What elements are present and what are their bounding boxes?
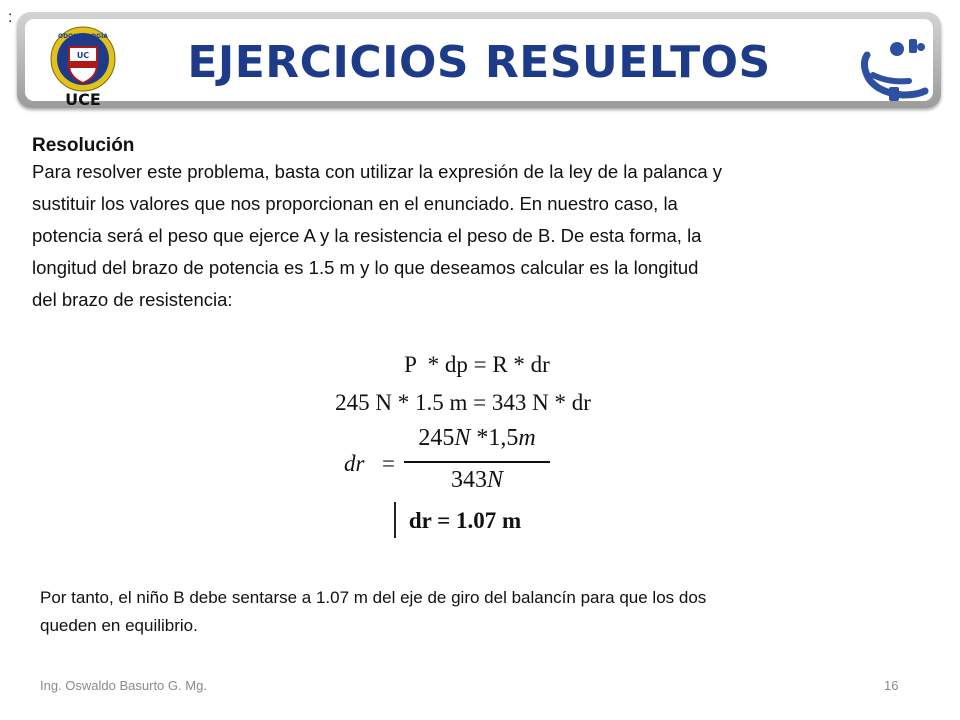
text-cursor	[394, 502, 396, 538]
svg-text:UC: UC	[76, 51, 90, 60]
resolution-section	[32, 136, 932, 316]
paragraph-line: queden en equilibrio.	[40, 616, 198, 635]
fraction-denominator: 343N	[450, 467, 503, 493]
paragraph-line: longitud del brazo de potencia es 1.5 m y lo que deseamos calcular es la longitud	[32, 257, 699, 278]
svg-text:UCE: UCE	[65, 90, 101, 109]
header-banner	[17, 12, 941, 108]
result-formula: dr = 1.07 m	[408, 508, 522, 533]
fraction-numerator: 245N *1,5m	[418, 425, 536, 451]
fraction-equals: =	[382, 451, 395, 476]
corner-mark: :	[8, 9, 13, 26]
fraction-lhs: dr	[344, 451, 365, 476]
footer-author: Ing. Oswaldo Basurto G. Mg.	[40, 678, 207, 693]
lever-law-formula: P * dp = R * dr	[404, 352, 550, 377]
page-number: 16	[884, 678, 899, 693]
fraction-formula	[344, 425, 554, 505]
dental-chair-icon	[857, 35, 935, 103]
resolution-paragraph	[32, 156, 932, 316]
fraction-bar	[404, 461, 550, 463]
page-title: EJERCICIOS RESUELTOS	[187, 37, 771, 88]
conclusion-paragraph	[40, 584, 920, 640]
resolution-heading: Resolución	[32, 135, 135, 156]
svg-text:ODONTOLOGÍA: ODONTOLOGÍA	[58, 33, 108, 40]
paragraph-line: Por tanto, el niño B debe sentarse a 1.07 m del eje de giro del balancín para que los dos	[40, 588, 707, 607]
paragraph-line: sustituir los valores que nos proporcionan en el enunciado. En nuestro caso, la	[32, 193, 678, 214]
paragraph-line: del brazo de resistencia:	[32, 289, 233, 310]
paragraph-line: Para resolver este problema, basta con utilizar la expresión de la ley de la palanca y	[32, 161, 723, 182]
paragraph-line: potencia será el peso que ejerce A y la resistencia el peso de B. De esta forma, la	[32, 225, 702, 246]
header-inner	[25, 19, 933, 109]
substitution-formula: 245 N * 1.5 m = 343 N * dr	[335, 390, 591, 415]
